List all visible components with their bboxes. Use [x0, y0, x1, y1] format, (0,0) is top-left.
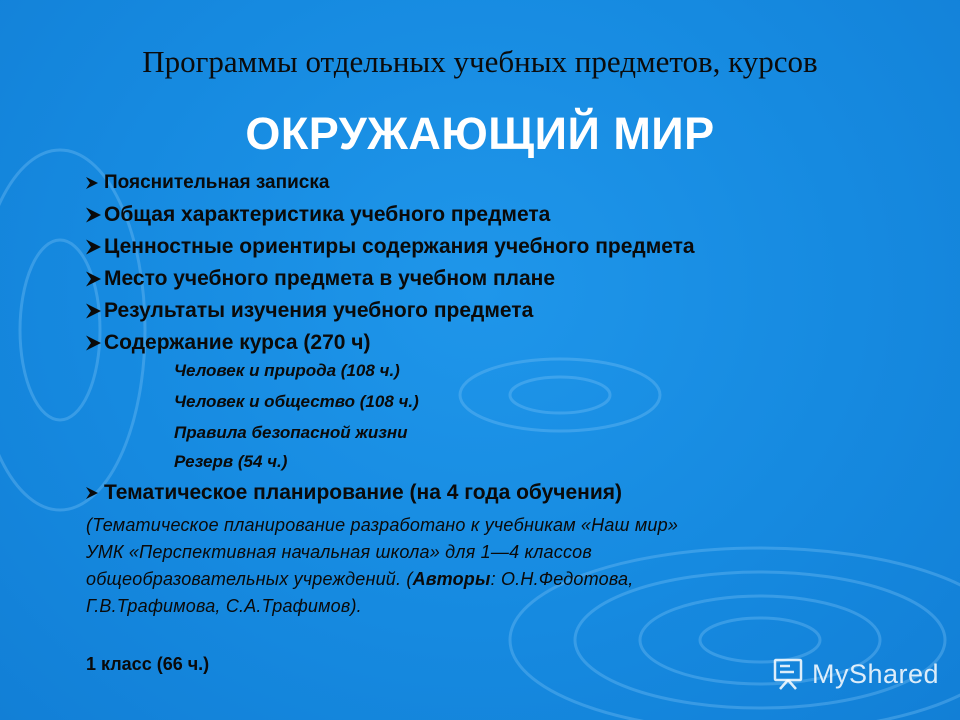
arrowhead-bullet-icon: [86, 304, 101, 319]
note-line: Г.В.Трафимова, С.А.Трафимов).: [86, 596, 362, 616]
arrowhead-bullet-icon: [86, 240, 101, 255]
note-text: : О.Н.Федотова,: [490, 569, 634, 589]
arrowhead-bullet-icon: [86, 272, 101, 287]
grade-hours: 1 класс (66 ч.): [86, 654, 210, 674]
subitem-society: Человек и общество (108 ч.): [174, 392, 419, 411]
arrowhead-bullet-icon: [86, 208, 101, 223]
note-line-authors: [86, 566, 906, 593]
list-item-label: Пояснительная записка: [104, 172, 330, 193]
slide-title: ОКРУЖАЮЩИЙ МИР: [245, 108, 715, 159]
note-text: общеобразовательных учреждений. (: [86, 569, 413, 589]
authors-label: Авторы: [412, 569, 491, 589]
subitem-safety: Правила безопасной жизни: [174, 423, 408, 442]
list-item-label: Место учебного предмета в учебном плане: [104, 267, 556, 290]
list-item-label: Содержание курса (270 ч): [104, 331, 371, 354]
list-item-label: Ценностные ориентиры содержания учебного предмета: [104, 235, 695, 258]
arrowhead-bullet-icon: [86, 487, 98, 499]
arrowhead-bullet-icon: [86, 177, 98, 189]
planning-note: [86, 512, 906, 620]
note-line: УМК «Перспективная начальная школа» для 1—4 классов: [86, 542, 592, 562]
watermark: [770, 656, 939, 692]
note-line: (Тематическое планирование разработано к учебникам «Наш мир»: [86, 515, 679, 535]
presentation-board-icon: [770, 657, 806, 691]
arrowhead-bullet-icon: [86, 336, 101, 351]
planning-label: Тематическое планирование (на 4 года обучения): [104, 481, 623, 504]
subitem-reserve: Резерв (54 ч.): [174, 452, 288, 471]
watermark-text: MyShared: [812, 658, 940, 689]
subitem-nature: Человек и природа (108 ч.): [174, 361, 400, 380]
list-item-label: Общая характеристика учебного предмета: [104, 203, 551, 226]
list-item-label: Результаты изучения учебного предмета: [104, 299, 534, 322]
slide-heading: Программы отдельных учебных предметов, курсов: [142, 44, 818, 79]
